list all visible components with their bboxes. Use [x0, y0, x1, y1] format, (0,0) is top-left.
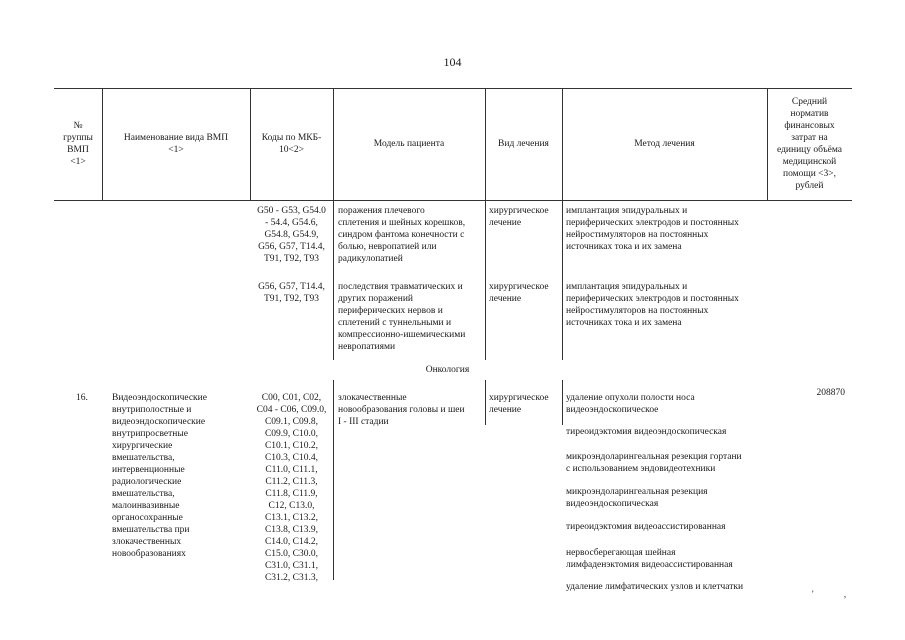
scan-marks: ' , — [812, 589, 861, 599]
treatment-method-cell: имплантация эпидуральных и периферических электродов и постоянных нейростимуляторов на постоянных источниках тока и их замена — [566, 206, 739, 252]
header-treatment-type: Вид лечения — [498, 139, 549, 149]
treatment-method-item: тиреоидэктомия видеоассистированная — [566, 522, 726, 532]
vmp-name-cell: Видеоэндоскопические внутриполостные и видеоэндоскопические внутрипросветные хирургические вмешательства, интервенционные радиологические вмешательства, малоинвазивные органосохранные вмешательства при злокачественных новообразованиях — [112, 393, 207, 559]
treatment-type-cell: хирургическое лечение — [489, 206, 549, 228]
treatment-method-item: микроэндоларингеальная резекция гортани с использованием эндовидеотехники — [566, 452, 742, 474]
header-icd-codes: Коды по МКБ- 10<2> — [261, 133, 322, 155]
header-vmp-name: Наименование вида ВМП <1> — [123, 133, 229, 155]
header-group-number: № группы ВМП <1> — [63, 121, 93, 167]
icd-codes-cell: G56, G57, T14.4, T91, T92, T93 — [258, 282, 325, 304]
treatment-type-cell: хирургическое лечение — [489, 393, 549, 415]
page-number: 104 — [443, 55, 462, 69]
group-number-cell: 16. — [76, 393, 88, 403]
patient-model-cell: злокачественные новообразования головы и шеи I - III стадии — [338, 393, 465, 427]
average-cost-cell: 208870 — [816, 388, 845, 398]
section-title: Онкология — [425, 365, 470, 375]
treatment-method-cell: имплантация эпидуральных и периферических электродов и постоянных нейростимуляторов на постоянных источниках тока и их замена — [566, 282, 739, 328]
treatment-type-cell: хирургическое лечение — [489, 282, 549, 304]
treatment-method-item: микроэндоларингеальная резекция видеоэндоскопическая — [566, 487, 708, 509]
treatment-method-item: удаление опухоли полости носа видеоэндоскопическое — [566, 393, 695, 415]
header-patient-model: Модель пациента — [373, 139, 445, 149]
header-average-cost: Средний норматив финансовых затрат на единицу объёма медицинской помощи <3>, рублей — [776, 97, 843, 191]
patient-model-cell: поражения плечевого сплетения и шейных корешков, синдром фантома конечности с болью, невропатией или радикулопатией — [338, 206, 466, 264]
patient-model-cell: последствия травматических и других поражений периферических нервов и сплетений с туннельными и компрессионно-ишемическими невропатиями — [338, 282, 466, 352]
header-treatment-method: Метод лечения — [634, 139, 695, 149]
treatment-method-item: удаление лимфатических узлов и клетчатки — [566, 582, 744, 592]
treatment-method-item: тиреоидэктомия видеоэндоскопическая — [566, 427, 727, 437]
treatment-method-item: нервосберегающая шейная лимфаденэктомия видеоассистированная — [566, 548, 733, 570]
icd-codes-cell: G50 - G53, G54.0 - 54.4, G54.6, G54.8, G54.9, G56, G57, T14.4, T91, T92, T93 — [257, 206, 326, 264]
icd-codes-cell: C00, C01, C02, C04 - C06, C09.0, C09.1, C09.8, C09.9, C10.0, C10.1, C10.2, C10.3, C10.4, C11.0, C11.1, C11.2, C11.3, C11.8, C11.9, C12, C13.0, C13.1, C13.2, C13.8, C13.9, C14.0, C14.2, C15.0, C30.0, C31.0, C31.1, C31.2, C31.3, — [256, 393, 327, 583]
